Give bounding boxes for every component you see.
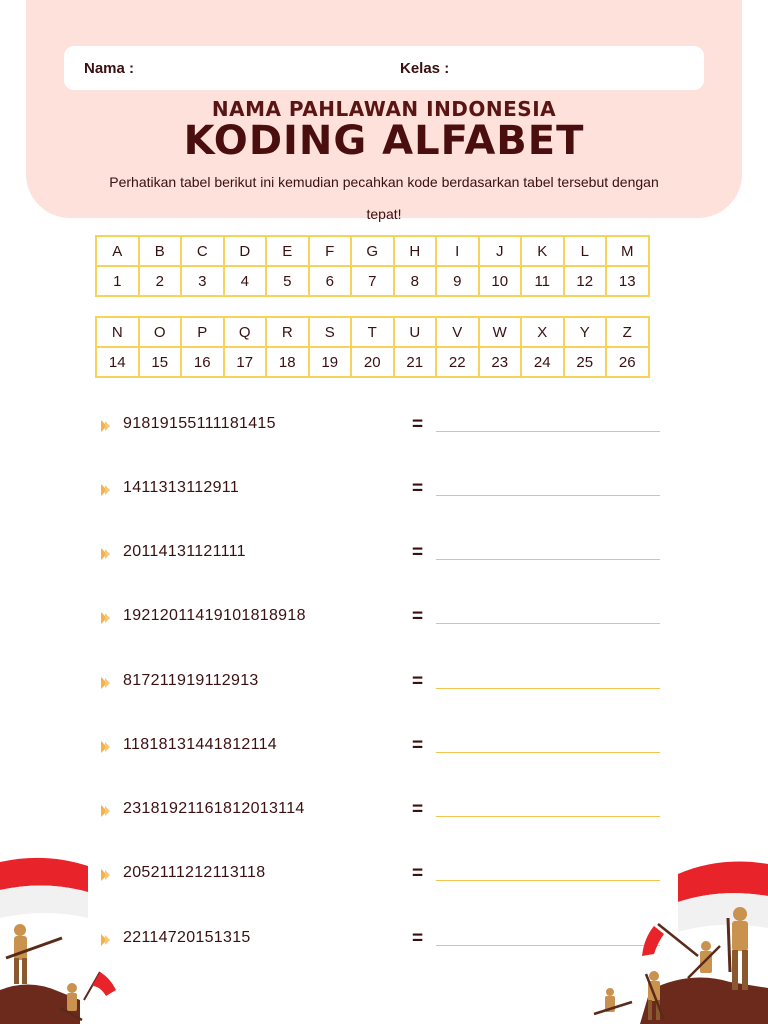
number-cell: 18 [266,347,309,377]
answer-line[interactable] [436,688,660,689]
soldier-figure-small [594,988,632,1014]
question-code: 11818131441812114 [123,736,277,753]
letter-cell: E [266,236,309,266]
number-cell: 15 [139,347,182,377]
flag-soldiers-illustration [580,850,768,1024]
question-code: 20114131121111 [123,543,246,560]
arrow-bullet-icon [98,739,114,755]
letter-cell: W [479,317,522,347]
question-item [98,607,678,637]
question-item [98,672,678,702]
letter-cell: Q [224,317,267,347]
soldier-figure [6,924,62,984]
letter-cell: L [564,236,607,266]
code-table-n-z [95,316,650,378]
letter-cell: G [351,236,394,266]
answer-line[interactable] [436,816,660,817]
letter-cell: V [436,317,479,347]
answer-line[interactable] [436,559,660,560]
equals-sign: = [412,735,424,756]
answer-line[interactable] [436,752,660,753]
question-code: 817211919112913 [123,672,259,689]
number-row [96,347,649,377]
letter-cell: R [266,317,309,347]
letter-cell: M [606,236,649,266]
arrow-bullet-icon [98,482,114,498]
letter-cell: C [181,236,224,266]
number-cell: 12 [564,266,607,296]
letter-cell: J [479,236,522,266]
arrow-bullet-icon [98,546,114,562]
letter-cell: F [309,236,352,266]
letter-cell: Z [606,317,649,347]
small-flag [642,926,664,956]
letter-row [96,236,649,266]
equals-sign: = [412,671,424,692]
number-cell: 9 [436,266,479,296]
arrow-bullet-icon [98,418,114,434]
question-code: 23181921161812013114 [123,800,305,817]
number-cell: 7 [351,266,394,296]
letter-cell: T [351,317,394,347]
code-table-a-m [95,235,650,297]
flag-soldiers-illustration [0,850,130,1024]
equals-sign: = [412,606,424,627]
equals-sign: = [412,928,424,949]
equals-sign: = [412,863,424,884]
question-code: 19212011419101818918 [123,607,306,624]
answer-line[interactable] [436,431,660,432]
letter-cell: N [96,317,139,347]
kelas-label: Kelas : [400,60,450,77]
number-cell: 11 [521,266,564,296]
number-cell: 24 [521,347,564,377]
letter-cell: A [96,236,139,266]
letter-cell: K [521,236,564,266]
question-code: 1411313112911 [123,479,240,496]
number-cell: 2 [139,266,182,296]
question-item [98,479,678,509]
page-subtitle: NAMA PAHLAWAN INDONESIA [211,97,557,121]
number-cell: 8 [394,266,437,296]
letter-cell: P [181,317,224,347]
equals-sign: = [412,478,424,499]
number-cell: 1 [96,266,139,296]
equals-sign: = [412,542,424,563]
question-item [98,543,678,573]
nama-label: Nama : [84,60,135,77]
question-item [98,415,678,445]
number-cell: 16 [181,347,224,377]
number-cell: 26 [606,347,649,377]
letter-cell: X [521,317,564,347]
question-code: 22114720151315 [123,929,251,946]
letter-cell: I [436,236,479,266]
number-cell: 10 [479,266,522,296]
letter-cell: B [139,236,182,266]
letter-cell: Y [564,317,607,347]
letter-cell: H [394,236,437,266]
number-cell: 23 [479,347,522,377]
instruction-text: Perhatikan tabel berikut ini kemudian pecahkan kode berdasarkan tabel tersebut dengan tepat! [109,174,659,222]
question-code: 91819155111181415 [123,415,276,432]
number-cell: 13 [606,266,649,296]
equals-sign: = [412,799,424,820]
letter-cell: O [139,317,182,347]
arrow-bullet-icon [98,803,114,819]
answer-line[interactable] [436,495,660,496]
number-row [96,266,649,296]
equals-sign: = [412,414,424,435]
number-cell: 3 [181,266,224,296]
number-cell: 20 [351,347,394,377]
small-flag [92,972,116,996]
letter-cell: S [309,317,352,347]
number-cell: 6 [309,266,352,296]
name-class-bar [64,46,704,90]
letter-cell: U [394,317,437,347]
question-item [98,736,678,766]
number-cell: 25 [564,347,607,377]
answer-line[interactable] [436,623,660,624]
question-item [98,800,678,830]
number-cell: 21 [394,347,437,377]
number-cell: 5 [266,266,309,296]
number-cell: 22 [436,347,479,377]
flag-white-stripe [0,885,88,918]
number-cell: 4 [224,266,267,296]
arrow-bullet-icon [98,610,114,626]
soldier-figure [688,941,720,978]
number-cell: 17 [224,347,267,377]
letter-cell: D [224,236,267,266]
letter-row [96,317,649,347]
question-code: 2052111212113118 [123,864,266,881]
arrow-bullet-icon [98,675,114,691]
page-title: KODING ALFABET [183,118,585,164]
flag-white-stripe [678,893,768,932]
number-cell: 19 [309,347,352,377]
number-cell: 14 [96,347,139,377]
